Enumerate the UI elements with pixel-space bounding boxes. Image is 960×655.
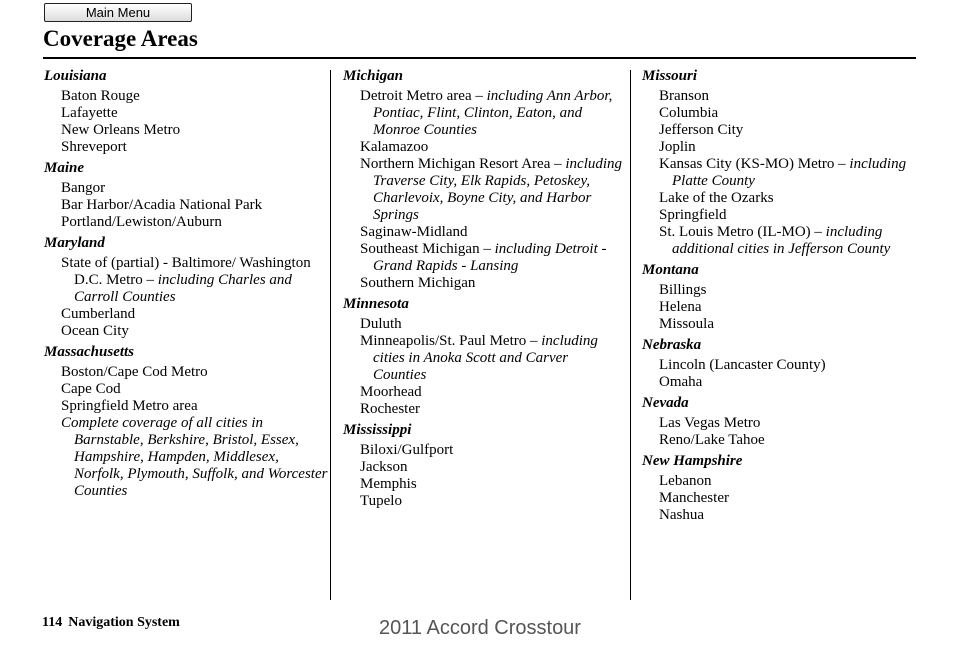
coverage-area-item — [642, 190, 932, 207]
area-note: Complete coverage of all cities in Barnstable, Berkshire, Bristol, Essex, Hampshire, Hampden, Middlesex, Norfolk, Plymouth, Suffolk, and Worcester Counties — [61, 415, 328, 499]
coverage-area-item — [642, 156, 932, 190]
area-name: Ocean City — [61, 323, 129, 339]
main-menu-button[interactable]: Main Menu — [44, 3, 192, 22]
coverage-area-item — [642, 490, 932, 507]
coverage-area-item — [343, 241, 625, 275]
area-name: Kalamazoo — [360, 139, 429, 155]
coverage-area-item — [642, 282, 932, 299]
area-note: including Ann Arbor, Pontiac, Flint, Clinton, Eaton, and Monroe Counties — [373, 88, 613, 138]
area-name: Lincoln (Lancaster County) — [659, 357, 826, 373]
state-name: Missouri — [642, 68, 698, 84]
coverage-area-item — [44, 398, 328, 415]
state-section — [642, 453, 932, 524]
coverage-column-2 — [343, 68, 625, 514]
state-section — [642, 337, 932, 391]
area-name: Portland/Lewiston/Auburn — [61, 214, 222, 230]
area-name: State of (partial) - Baltimore/ Washington D.C. Metro – — [61, 255, 311, 288]
coverage-area-item — [642, 105, 932, 122]
state-section — [44, 344, 328, 500]
area-name: Southeast Michigan – — [360, 241, 495, 257]
coverage-area-item — [642, 122, 932, 139]
state-section — [642, 262, 932, 333]
area-name: St. Louis Metro (IL-MO) – — [659, 224, 826, 240]
area-name: Lake of the Ozarks — [659, 190, 774, 206]
area-name: Springfield Metro area — [61, 398, 198, 414]
area-name: Lafayette — [61, 105, 118, 121]
coverage-area-item — [343, 384, 625, 401]
column-divider — [630, 70, 631, 600]
title-divider — [43, 57, 916, 59]
area-name: Kansas City (KS-MO) Metro – — [659, 156, 850, 172]
coverage-area-item — [343, 442, 625, 459]
coverage-area-item — [44, 139, 328, 156]
coverage-area-item — [44, 105, 328, 122]
state-section — [343, 422, 625, 510]
state-section — [343, 296, 625, 418]
area-name: Minneapolis/St. Paul Metro – — [360, 333, 542, 349]
coverage-area-item — [44, 88, 328, 105]
area-name: Saginaw-Midland — [360, 224, 468, 240]
coverage-area-item — [642, 139, 932, 156]
area-name: Cape Cod — [61, 381, 121, 397]
coverage-area-item — [343, 88, 625, 139]
area-name: Duluth — [360, 316, 402, 332]
coverage-area-item — [642, 88, 932, 105]
state-name: Michigan — [343, 68, 404, 84]
area-name: Tupelo — [360, 493, 402, 509]
coverage-area-item — [44, 122, 328, 139]
state-name: Maryland — [44, 235, 105, 251]
state-section — [44, 68, 328, 156]
coverage-area-item — [642, 224, 932, 258]
area-name: Helena — [659, 299, 702, 315]
area-name: Southern Michigan — [360, 275, 476, 291]
coverage-area-item — [642, 316, 932, 333]
area-name: Baton Rouge — [61, 88, 140, 104]
area-name: Missoula — [659, 316, 715, 332]
state-name: Minnesota — [343, 296, 409, 312]
coverage-area-item — [343, 401, 625, 418]
state-section — [642, 395, 932, 449]
state-section — [343, 68, 625, 292]
area-name: Joplin — [659, 139, 696, 155]
area-note: including Detroit - Grand Rapids - Lansing — [373, 241, 607, 274]
area-name: Manchester — [659, 490, 729, 506]
coverage-area-item — [642, 473, 932, 490]
coverage-area-item — [343, 476, 625, 493]
coverage-area-item — [343, 224, 625, 241]
coverage-area-item — [642, 507, 932, 524]
area-name: Moorhead — [360, 384, 422, 400]
state-name: Louisiana — [44, 68, 107, 84]
watermark: 2011 Accord Crosstour — [379, 617, 581, 639]
area-name: Rochester — [360, 401, 420, 417]
area-name: Cumberland — [61, 306, 136, 322]
area-note: including cities in Anoka Scott and Carver Counties — [373, 333, 598, 383]
coverage-area-item — [44, 306, 328, 323]
column-divider — [330, 70, 331, 600]
area-name: New Orleans Metro — [61, 122, 181, 138]
area-name: Detroit Metro area – — [360, 88, 487, 104]
area-name: Bangor — [61, 180, 106, 196]
coverage-area-item — [343, 275, 625, 292]
coverage-area-item — [343, 333, 625, 384]
coverage-area-item — [642, 432, 932, 449]
coverage-area-item — [343, 316, 625, 333]
area-name: Memphis — [360, 476, 417, 492]
state-section — [44, 160, 328, 231]
state-section — [642, 68, 932, 258]
coverage-column-1 — [44, 68, 328, 504]
area-name: Jefferson City — [659, 122, 744, 138]
state-name: Mississippi — [343, 422, 412, 438]
page-title: Coverage Areas — [43, 26, 198, 51]
state-section — [44, 235, 328, 340]
coverage-area-item — [343, 139, 625, 156]
coverage-area-item — [642, 207, 932, 224]
state-name: Nebraska — [642, 337, 702, 353]
area-name: Columbia — [659, 105, 719, 121]
coverage-area-item — [44, 255, 328, 306]
area-name: Omaha — [659, 374, 703, 390]
coverage-area-item — [642, 357, 932, 374]
area-name: Northern Michigan Resort Area – — [360, 156, 566, 172]
coverage-area-item — [343, 459, 625, 476]
area-name: Branson — [659, 88, 709, 104]
coverage-area-item — [44, 381, 328, 398]
state-name: Massachusetts — [44, 344, 135, 360]
state-name: Montana — [642, 262, 699, 278]
area-name: Shreveport — [61, 139, 127, 155]
area-name: Las Vegas Metro — [659, 415, 761, 431]
area-name: Biloxi/Gulfport — [360, 442, 454, 458]
area-name: Springfield — [659, 207, 727, 223]
coverage-area-item — [44, 415, 328, 500]
coverage-area-item — [343, 493, 625, 510]
coverage-area-item — [642, 415, 932, 432]
area-name: Reno/Lake Tahoe — [659, 432, 765, 448]
area-note: including Platte County — [672, 156, 907, 189]
area-note: including Traverse City, Elk Rapids, Petoskey, Charlevoix, Boyne City, and Harbor Springs — [373, 156, 623, 223]
section-name: Navigation System — [68, 615, 180, 630]
state-name: Nevada — [642, 395, 689, 411]
coverage-column-3 — [642, 68, 932, 528]
area-name: Bar Harbor/Acadia National Park — [61, 197, 263, 213]
area-name: Nashua — [659, 507, 704, 523]
page-number: 114 — [42, 615, 63, 630]
coverage-area-item — [44, 323, 328, 340]
area-name: Lebanon — [659, 473, 712, 489]
coverage-area-item — [44, 180, 328, 197]
area-note: including Charles and Carroll Counties — [74, 272, 292, 305]
area-name: Boston/Cape Cod Metro — [61, 364, 208, 380]
state-name: New Hampshire — [642, 453, 743, 469]
area-note: including additional cities in Jefferson County — [672, 224, 891, 257]
area-name: Jackson — [360, 459, 408, 475]
coverage-area-item — [44, 214, 328, 231]
coverage-area-item — [642, 374, 932, 391]
coverage-area-item — [44, 197, 328, 214]
coverage-area-item — [343, 156, 625, 224]
state-name: Maine — [44, 160, 85, 176]
coverage-area-item — [642, 299, 932, 316]
coverage-area-item — [44, 364, 328, 381]
area-name: Billings — [659, 282, 707, 298]
